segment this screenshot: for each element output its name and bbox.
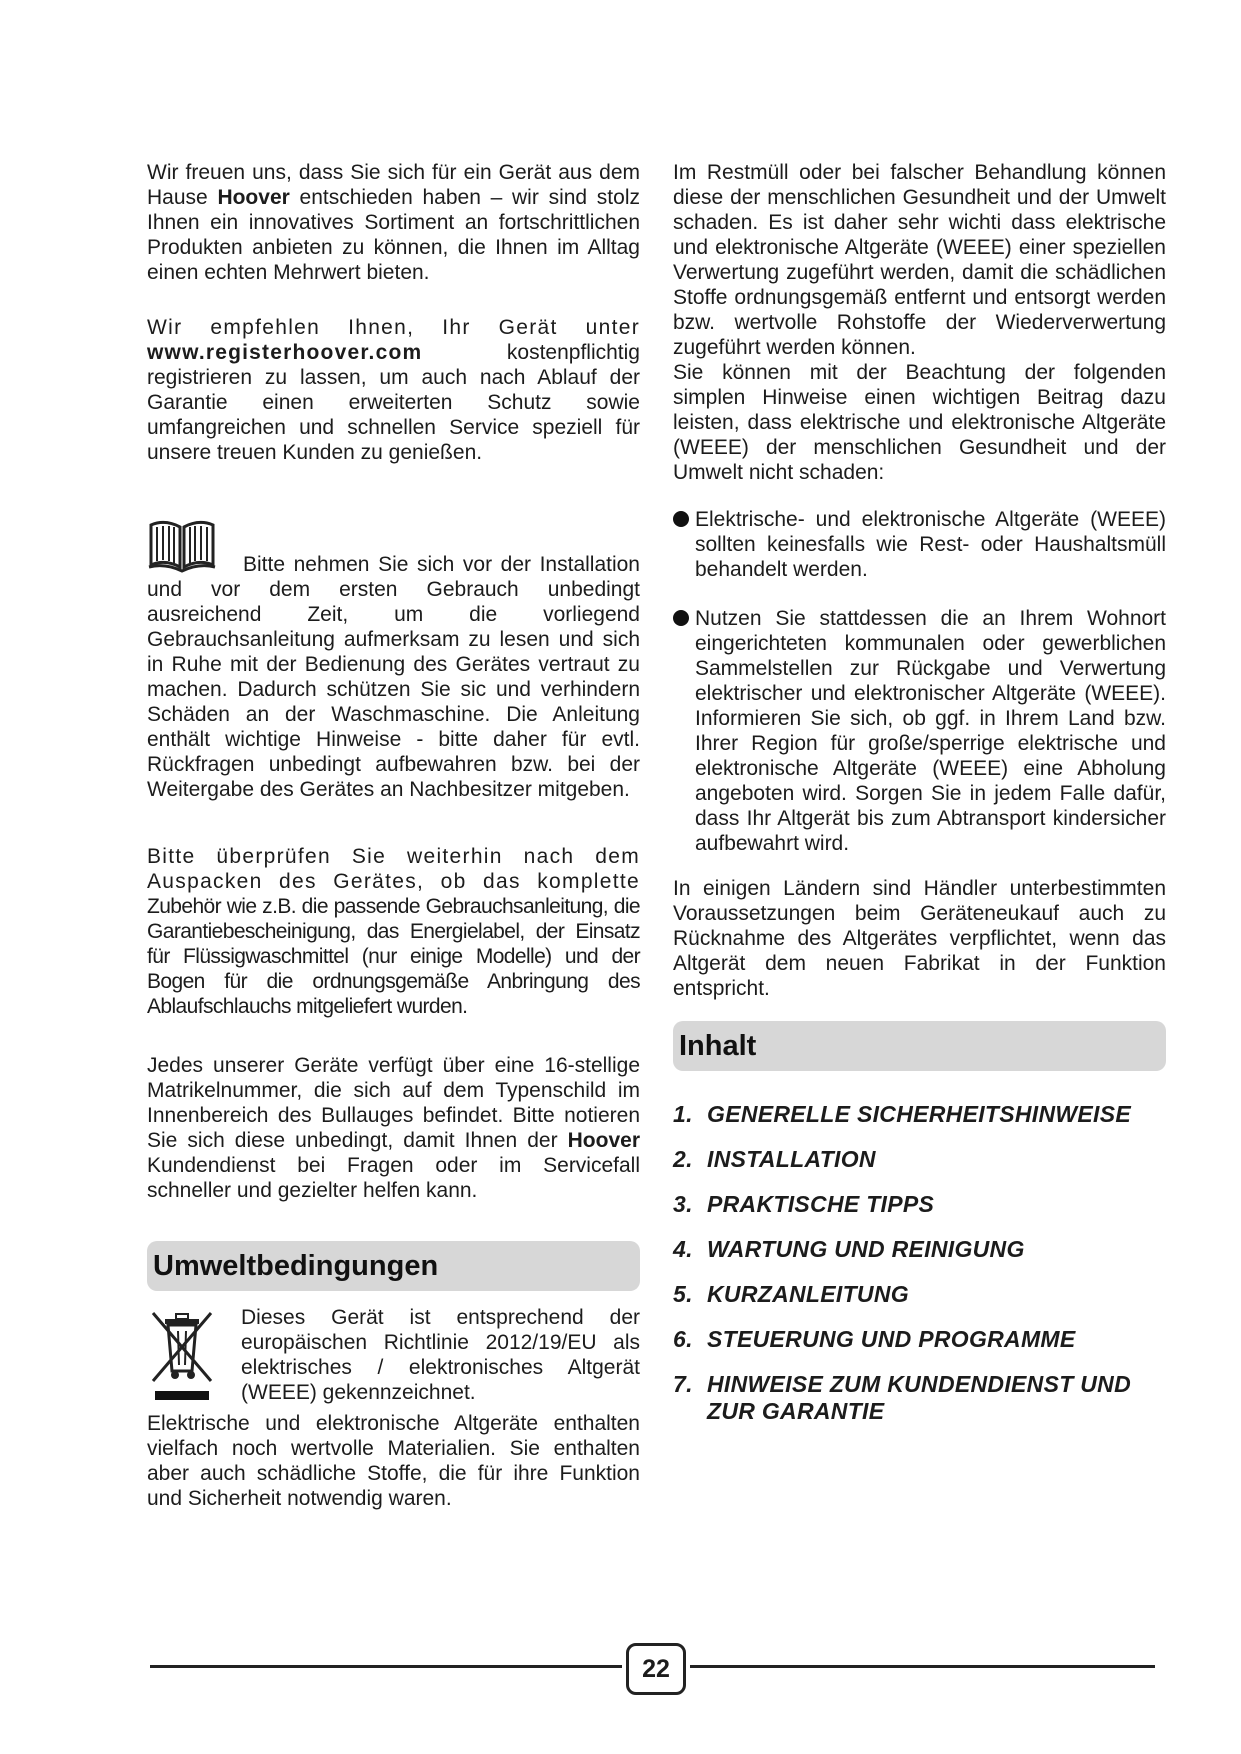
intro-paragraph: Wir freuen uns, dass Sie sich für ein Gerät aus dem Hause Hoover entschieden haben – wir sind stolz Ihnen ein innovatives Sortiment an fortschrittlichen Produkten anbieten zu können, die Ihnen im Alltag einen echten Mehrwert bieten. [147,161,640,284]
disposal-paragraph: Im Restmüll oder bei falscher Behandlung können diese der menschlichen Gesundheit und der Umwelt schaden. Es ist daher sehr wichti dass elektrische und elektronische Altgeräte (WEEE) einer speziellen Verwertung zugeführt werden, damit die schädlichen Stoffe ordnungsgemäß entfernt und entsorgt werden bzw. wertvolle Rohstoffe der Wiederverwertung zugeführt werden können. [673,161,1166,359]
register-url: www.registerhoover.com [147,341,423,364]
retailer-paragraph: In einigen Ländern sind Händler unterbestimmten Voraussetzungen beim Geräteneukauf auch zu Rücknahme des Altgerätes verpflichtet, wenn das Altgerät dem neuen Fabrikat in der Funktion entspricht. [673,877,1166,1000]
toc-item[interactable]: 6. STEUERUNG UND PROGRAMME [673,1326,1076,1352]
weee-text: Dieses Gerät ist entsprechend der europäischen Richtlinie 2012/19/EU als elektrisches / elektronisches Altgerät (WEEE) gekennzeichnet. [241,1306,640,1404]
table-of-contents [673,1101,1166,1425]
serial-paragraph: Jedes unserer Geräte verfügt über eine 16-stellige Matrikelnummer, die sich auf dem Typenschild im Innenbereich des Bullauges befindet. Bitte notieren Sie sich diese unbedingt, damit Ihnen der Hoover Kundendienst bei Fragen oder im Servicefall schneller und gezielter helfen kann. [147,1054,640,1202]
toc-item[interactable]: 4. WARTUNG UND REINIGUNG [673,1236,1025,1262]
toc-item[interactable]: 3. PRAKTISCHE TIPPS [673,1191,935,1217]
bullet-item: Elektrische- und elektronische Altgeräte (WEEE) sollten keinesfalls wie Rest- oder Haushaltsmüll behandelt werden. [673,507,1166,582]
toc-item[interactable]: 2. INSTALLATION [673,1146,876,1172]
manual-paragraph: Bitte nehmen Sie sich vor der Installation und vor dem ersten Gebrauch unbedingt ausreichend Zeit, um die vorliegend Gebrauchsanleitung aufmerksam zu lesen und sich in Ruhe mit der Bedienung des Gerätes vertraut zu machen. Dadurch schützen Sie sic und verhindern Schäden an der Waschmaschine. Die Anleitung enthält wichtige Hinweise - bitte daher für evtl. Rückfragen unbedingt aufbewahren bzw. bei der Weitergabe des Gerätes an Nachbesitzer mitgeben. [147,517,640,802]
brand-name: Hoover [567,1129,640,1152]
toc-item[interactable]: 5. KURZANLEITUNG [673,1281,909,1307]
contribution-paragraph: Sie können mit der Beachtung der folgenden simplen Hinweise einen wichtigen Beitrag dazu leisten, dass elektrische und elektronische Altgeräte (WEEE) der menschlichen Gesundheit und der Umwelt nicht schaden: [673,361,1166,484]
open-book-icon [147,517,217,573]
toc-item[interactable]: 1. GENERELLE SICHERHEITSHINWEISE [673,1101,1132,1127]
environment-heading: Umweltbedingungen [147,1241,640,1291]
footer-rule-left [150,1665,622,1668]
bullet-item: Nutzen Sie stattdessen die an Ihrem Wohnort eingerichteten kommunalen oder gewerblichen Sammelstellen zur Rückgabe und Verwertung elektrischer und elektronischer Altgeräte (WEEE). Informieren Sie sich, ob ggf. in Ihrem Land bzw. Ihrer Region für große/sperrige elektrische und elektronische Altgeräte (WEEE) eine Abholung angeboten wird. Sorgen Sie in jedem Falle dafür, dass Ihr Altgerät bis zum Abtransport kindersicher aufbewahrt wird. [673,606,1166,856]
page-number: 22 [626,1643,686,1695]
crossed-bin-weee-icon [147,1305,217,1405]
brand-name: Hoover [217,186,290,209]
weee-notice [147,1305,640,1405]
toc-item[interactable]: 7. HINWEISE ZUM KUNDENDIENST UND ZUR GARANTIE [673,1371,1131,1424]
register-paragraph: Wir empfehlen Ihnen, Ihr Gerät unter www.registerhoover.com kostenpflichtig registrieren zu lassen, um auch nach Ablauf der Garantie einen erweiterten Schutz sowie umfangreichen und schnellen Service speziell für unsere treuen Kunden zu genießen. [147,316,640,464]
contents-heading: Inhalt [673,1021,1166,1071]
right-column [673,160,1166,1443]
footer-rule-right [690,1665,1155,1668]
disposal-bullets [673,507,1166,856]
materials-paragraph: Elektrische und elektronische Altgeräte enthalten vielfach noch wertvolle Materialien. Sie enthalten aber auch schädliche Stoffe, die für ihre Funktion und Sicherheit notwendig waren. [147,1412,640,1510]
left-column [147,160,640,1511]
check-paragraph: Bitte überprüfen Sie weiterhin nach dem Auspacken des Gerätes, ob das komplette Zubehör wie z.B. die passende Gebrauchsanleitung, die Garantiebescheinigung, das Energielabel, der Einsatz für Flüssigwaschmittel (nur einige Modelle) und der Bogen für die ordnungsgemäße Anbringung des Ablaufschlauchs mitgeliefert wurden. [147,845,640,1018]
